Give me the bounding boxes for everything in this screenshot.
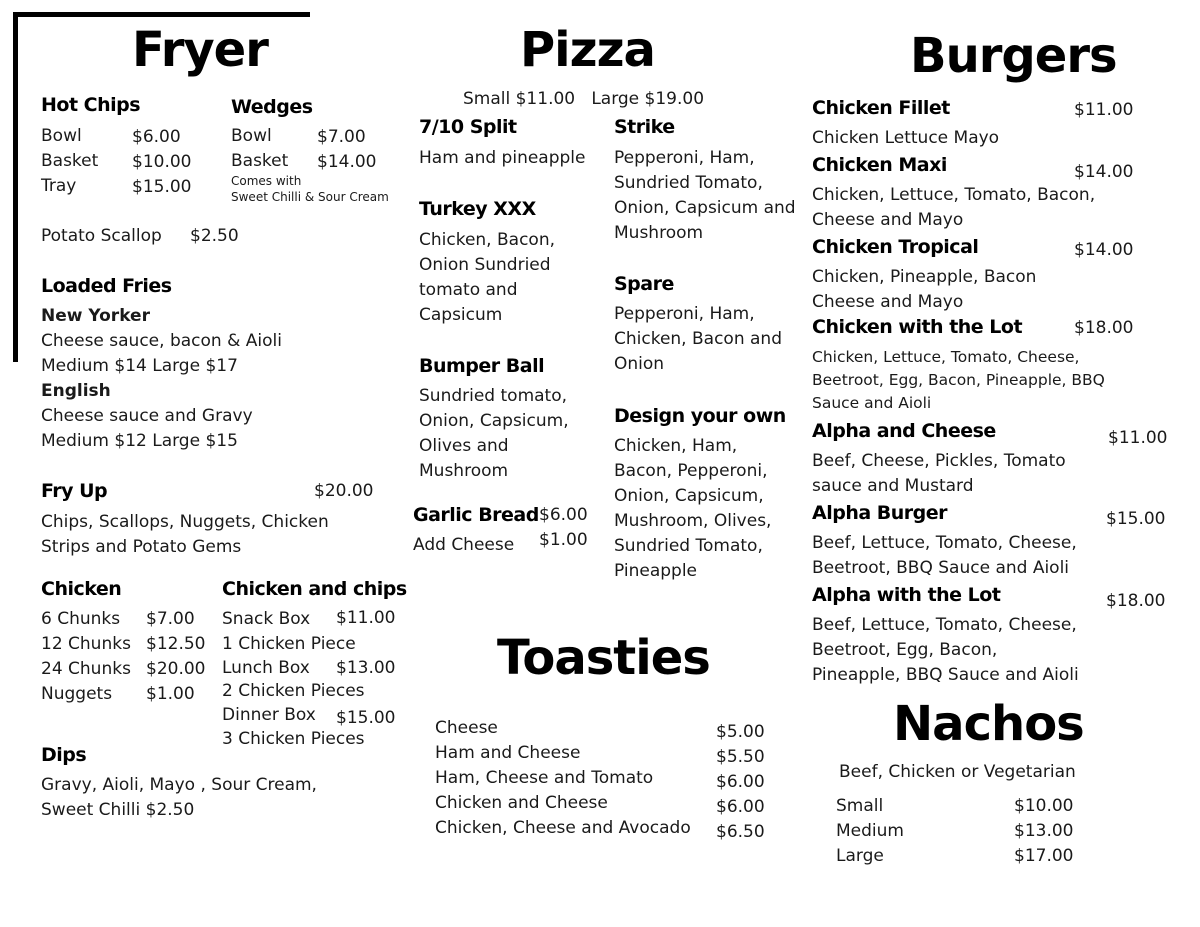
chicken-items: 6 Chunks 12 Chunks 24 Chunks Nuggets [41,609,131,704]
pizza-turkey-name: Turkey XXX [419,198,536,220]
wedges-note: Comes with Sweet Chilli & Sour Cream [231,174,389,204]
loaded-fries-heading: Loaded Fries [41,275,172,297]
wedges-heading: Wedges [231,96,313,118]
burger-desc: Beef, Lettuce, Tomato, Cheese, Beetroot, Egg, Bacon, Pineapple, BBQ Sauce and Aioli [812,615,1079,685]
pizza-spare-name: Spare [614,273,674,295]
dinner-box-price: $15.00 [336,708,396,728]
nachos-sizes: Small Medium Large [836,796,904,866]
wedges-item: Bowl Basket [231,126,289,171]
fry-up-price: $20.00 [314,481,374,501]
burger-name: Alpha and Cheese [812,420,996,442]
pizza-split-desc: Ham and pineapple [419,148,586,168]
pizza-sizes: Small $11.00 Large $19.00 [463,89,705,109]
burgers-title: Burgers [910,28,1117,84]
wedges-price: $7.00 $14.00 [317,127,377,172]
hot-chips-heading: Hot Chips [41,94,141,116]
burger-price: $14.00 [1074,162,1134,182]
lunch-box-desc: 2 Chicken Pieces [222,681,365,701]
pizza-title: Pizza [520,22,655,78]
chicken-and-chips-heading: Chicken and chips [222,578,407,600]
dinner-box-name: Dinner Box [222,705,316,725]
hot-chips-price: $6.00 $10.00 $15.00 [132,127,192,197]
pizza-strike-name: Strike [614,116,675,138]
nachos-title: Nachos [893,696,1084,752]
garlic-bread-addon: Add Cheese [413,535,515,555]
toasties-items: Cheese Ham and Cheese Ham, Cheese and Tomato Chicken and Cheese Chicken, Cheese and Avocado [435,718,691,838]
brush-border-left [13,12,18,362]
pizza-design-name: Design your own [614,405,786,427]
burger-name: Alpha Burger [812,502,948,524]
burger-desc: Chicken, Lettuce, Tomato, Cheese, Beetroot, Egg, Bacon, Pineapple, BBQ Sauce and Aioli [812,348,1105,412]
burger-price: $15.00 [1106,509,1166,529]
burger-price: $14.00 [1074,240,1134,260]
burger-price: $18.00 [1106,591,1166,611]
burger-desc: Chicken, Pineapple, Bacon Cheese and Mayo [812,267,1037,312]
burger-price: $11.00 [1108,428,1168,448]
snack-box-price: $11.00 [336,608,396,628]
burger-name: Chicken with the Lot [812,316,1023,338]
pizza-split-name: 7/10 Split [419,116,517,138]
burger-desc: Chicken, Lettuce, Tomato, Bacon, Cheese and Mayo [812,185,1096,230]
potato-scallop-price: $2.50 [190,226,239,246]
burger-desc: Chicken Lettuce Mayo [812,128,1000,148]
nachos-prices: $10.00 $13.00 $17.00 [1014,796,1074,866]
nachos-subtitle: Beef, Chicken or Vegetarian [839,762,1076,782]
pizza-strike-desc: Pepperoni, Ham, Sundried Tomato, Onion, Capsicum and Mushroom [614,148,796,243]
pizza-design-desc: Chicken, Ham, Bacon, Pepperoni, Onion, Capsicum, Mushroom, Olives, Sundried Tomato, Pineapple [614,436,772,581]
burger-name: Chicken Fillet [812,97,950,119]
chicken-prices: $7.00 $12.50 $20.00 $1.00 [146,609,206,704]
fry-up-heading: Fry Up [41,480,108,502]
garlic-bread-name: Garlic Bread [413,504,539,526]
toasties-prices: $5.00 $5.50 $6.00 $6.00 $6.50 [716,722,765,842]
snack-box-desc: 1 Chicken Piece [222,634,356,654]
loaded-fries-list: New Yorker Cheese sauce, bacon & Aioli Medium $14 Large $17 English Cheese sauce and Gravy Medium $12 Large $15 [41,306,282,451]
garlic-bread-addon-price: $1.00 [539,530,588,550]
fryer-title: Fryer [132,22,268,78]
brush-border-top [14,12,310,17]
burger-name: Chicken Maxi [812,154,947,176]
potato-scallop-name: Potato Scallop [41,226,162,246]
lunch-box-price: $13.00 [336,658,396,678]
pizza-spare-desc: Pepperoni, Ham, Chicken, Bacon and Onion [614,304,782,374]
burger-price: $11.00 [1074,100,1134,120]
snack-box-name: Snack Box [222,609,311,629]
pizza-bumper-name: Bumper Ball [419,355,545,377]
chicken-heading: Chicken [41,578,122,600]
burger-desc: Beef, Lettuce, Tomato, Cheese, Beetroot, BBQ Sauce and Aioli [812,533,1077,578]
hot-chips-item: Bowl Basket Tray [41,126,99,196]
dips-desc: Gravy, Aioli, Mayo , Sour Cream, Sweet Chilli $2.50 [41,775,317,820]
pizza-turkey-desc: Chicken, Bacon, Onion Sundried tomato and Capsicum [419,230,555,325]
burger-name: Alpha with the Lot [812,584,1001,606]
burger-price: $18.00 [1074,318,1134,338]
pizza-bumper-desc: Sundried tomato, Onion, Capsicum, Olives and Mushroom [419,386,569,481]
dinner-box-desc: 3 Chicken Pieces [222,729,365,749]
toasties-title: Toasties [497,630,710,686]
garlic-bread-price: $6.00 [539,505,588,525]
fry-up-desc: Chips, Scallops, Nuggets, Chicken Strips and Potato Gems [41,512,329,557]
dips-heading: Dips [41,744,87,766]
burger-desc: Beef, Cheese, Pickles, Tomato sauce and Mustard [812,451,1066,496]
lunch-box-name: Lunch Box [222,658,310,678]
burger-name: Chicken Tropical [812,236,979,258]
